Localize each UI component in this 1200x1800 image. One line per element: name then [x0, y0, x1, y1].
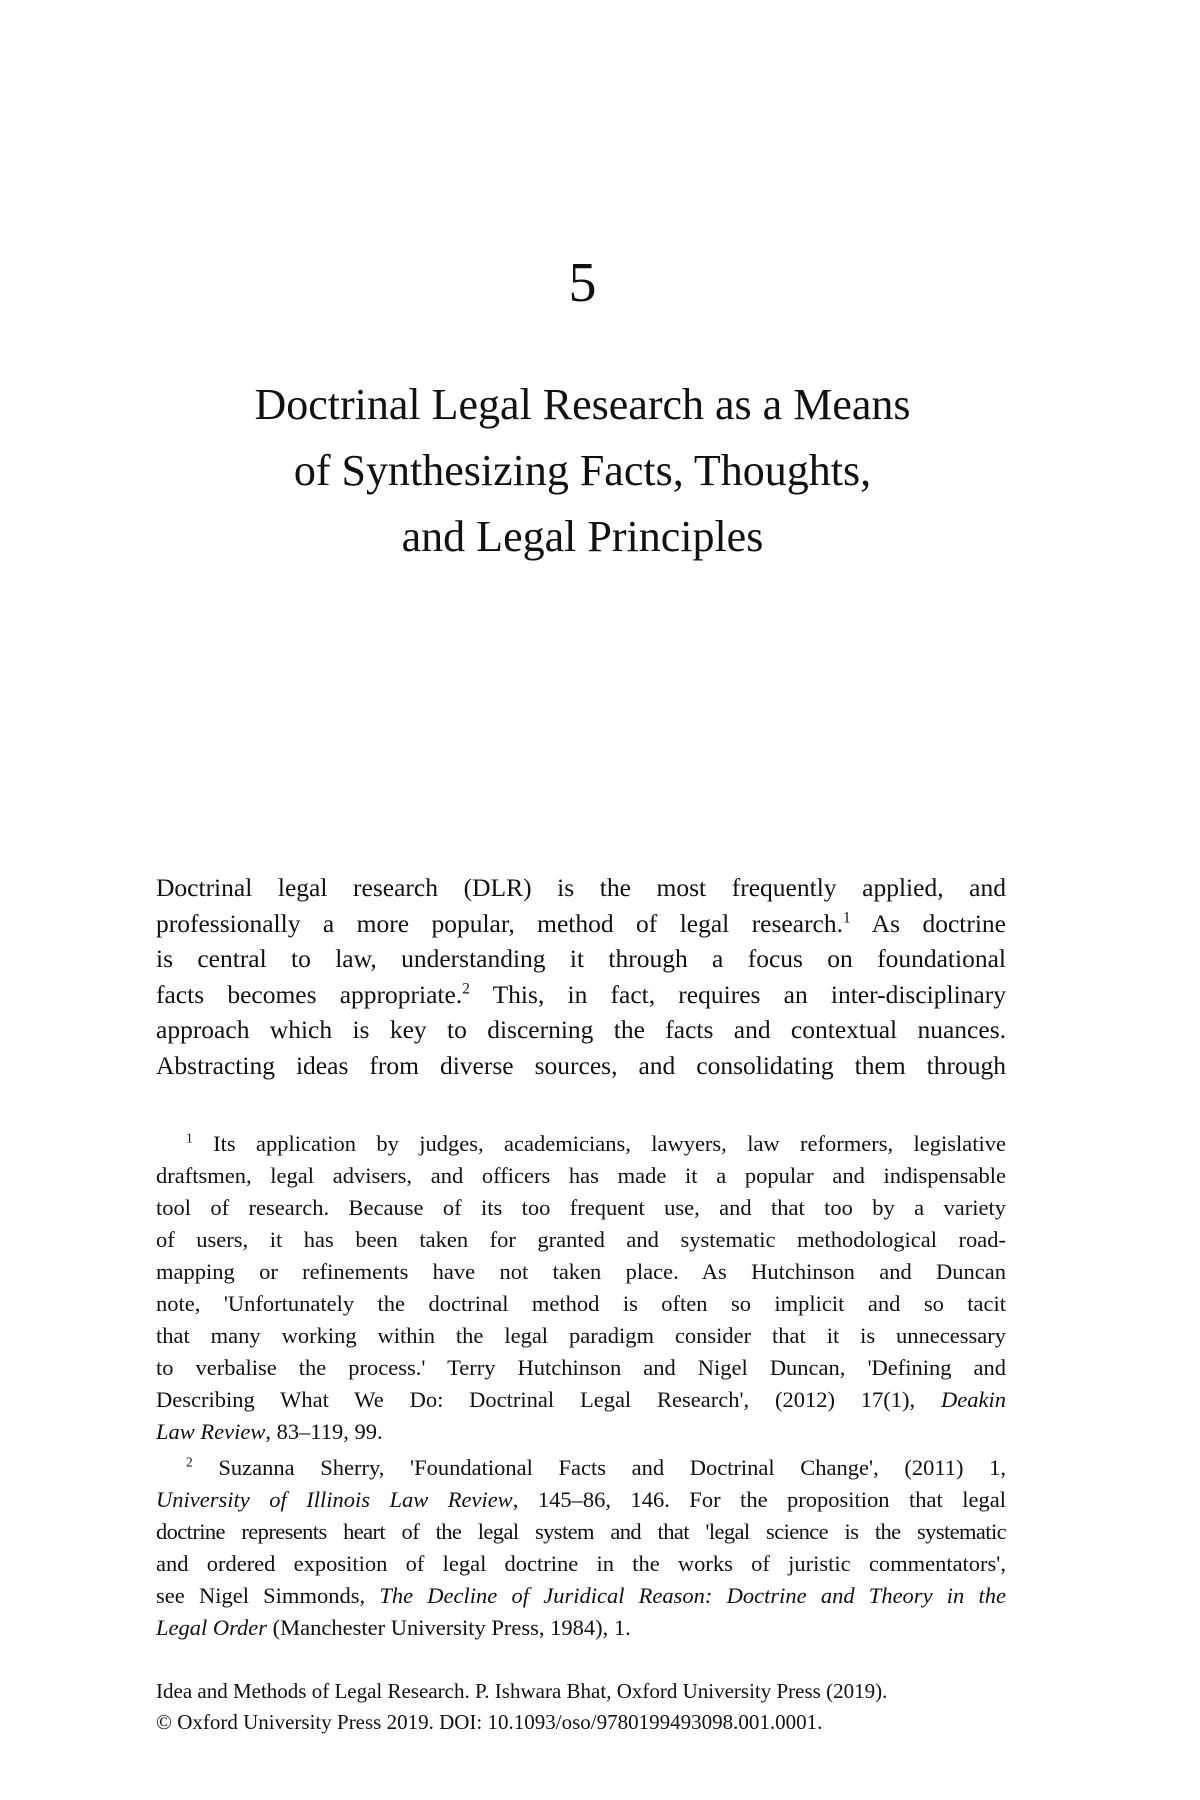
- journal-title: Law Review: [156, 1419, 266, 1444]
- body-line: approach which is key to discerning the facts and contextual nuances.: [156, 1015, 1006, 1044]
- footnote-text: , 145–86, 146. For the proposition that legal: [512, 1487, 1006, 1512]
- footnote-1-line: note, 'Unfortunately the doctrinal method is often so implicit and so tacit: [156, 1291, 1006, 1316]
- body-text-fragment: As doctrine: [850, 908, 1006, 938]
- body-line: Doctrinal legal research (DLR) is the most frequently applied, and: [156, 873, 1006, 902]
- footnote-1-line: of users, it has been taken for granted and systematic methodological road-: [156, 1227, 1006, 1252]
- body-line: Abstracting ideas from diverse sources, and consolidating them through: [156, 1050, 1006, 1080]
- footnote-2-line: [156, 1612, 1006, 1644]
- footnote-2-marker: 2: [186, 1454, 193, 1470]
- body-text-fragment: facts becomes appropriate.: [156, 979, 463, 1009]
- footnote-1-line: draftsmen, legal advisers, and officers has made it a popular and indispensable: [156, 1163, 1006, 1188]
- footnote-2-line: doctrine represents heart of the legal system and that 'legal science is the systematic: [156, 1519, 1006, 1544]
- chapter-title-line: of Synthesizing Facts, Thoughts,: [293, 446, 872, 495]
- body-line: [156, 906, 1006, 942]
- footnote-2-line: and ordered exposition of legal doctrine in the works of juristic commentators',: [156, 1551, 1006, 1576]
- footnote-1-line: that many working within the legal paradigm consider that it is unnecessary: [156, 1323, 1006, 1348]
- copyright-doi-line: © Oxford University Press 2019. DOI: 10.1093/oso/9780199493098.001.0001.: [156, 1710, 823, 1734]
- footnote-2-line: [156, 1484, 1006, 1516]
- chapter-title-line: Doctrinal Legal Research as a Means: [254, 380, 911, 429]
- body-line: [156, 977, 1006, 1013]
- footnote-1-line: to verbalise the process.' Terry Hutchinson and Nigel Duncan, 'Defining and: [156, 1355, 1006, 1380]
- source-citation: [156, 1676, 1006, 1738]
- footnote-ref-2[interactable]: 2: [462, 980, 470, 997]
- footnote-text: Describing What We Do: Doctrinal Legal Research', (2012) 17(1),: [156, 1387, 942, 1412]
- chapter-number: 5: [568, 252, 597, 314]
- footnote-1-line: tool of research. Because of its too frequent use, and that too by a variety: [156, 1195, 1006, 1220]
- book-title: The Decline of Juridical Reason: Doctrine and Theory in the: [379, 1583, 1006, 1608]
- footnote-text: Its application by judges, academicians, lawyers, law reformers, legislative: [213, 1131, 1006, 1156]
- chapter-title-line: and Legal Principles: [401, 512, 764, 561]
- body-text-fragment: professionally a more popular, method of legal research.: [156, 908, 843, 938]
- journal-title: Deakin: [941, 1387, 1006, 1412]
- footnote-ref-1[interactable]: 1: [843, 909, 851, 926]
- footnote-1-marker: 1: [186, 1130, 193, 1146]
- footnote-text: , 83–119, 99.: [265, 1419, 383, 1444]
- source-citation-line: Idea and Methods of Legal Research. P. Ishwara Bhat, Oxford University Press (2019).: [156, 1679, 888, 1703]
- footnote-text: Suzanna Sherry, 'Foundational Facts and Doctrinal Change', (2011) 1,: [218, 1455, 1006, 1480]
- footnote-text: (Manchester University Press, 1984), 1.: [267, 1615, 631, 1640]
- journal-title: University of Illinois Law Review: [156, 1487, 513, 1512]
- footnote-1-line: [156, 1128, 1006, 1160]
- footnote-1-line: [156, 1384, 1006, 1416]
- footnote-text: see Nigel Simmonds,: [156, 1583, 380, 1608]
- footnote-2-line: [156, 1452, 1006, 1484]
- footnote-1-line: mapping or refinements have not taken place. As Hutchinson and Duncan: [156, 1259, 1006, 1284]
- footnote-1-line: [156, 1416, 1006, 1448]
- footnote-2-line: [156, 1580, 1006, 1612]
- chapter-title: [0, 372, 1165, 570]
- body-line: is central to law, understanding it through a focus on foundational: [156, 944, 1006, 973]
- body-text-fragment: This, in fact, requires an inter-disciplinary: [469, 979, 1006, 1009]
- book-title: Legal Order: [156, 1615, 268, 1640]
- footnotes: [156, 1128, 1006, 1644]
- body-paragraph: [156, 870, 1006, 1083]
